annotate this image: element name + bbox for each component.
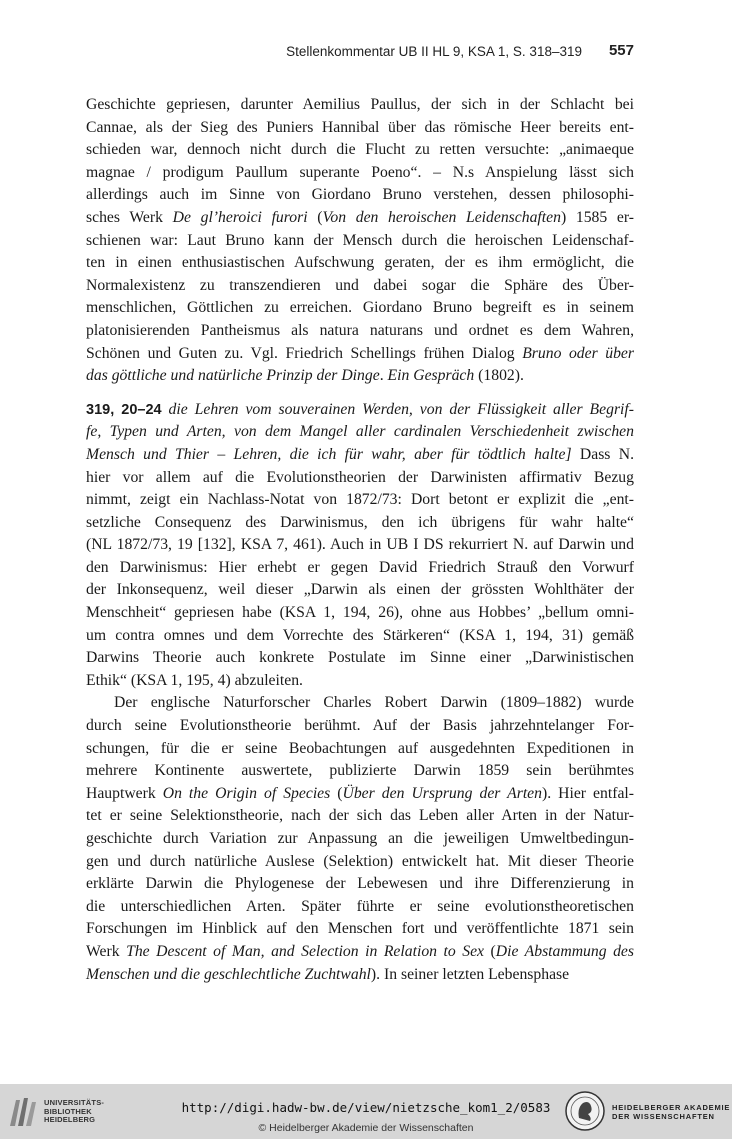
text-run: Dass N. — [571, 445, 634, 463]
text-line — [86, 783, 634, 806]
text-run: Cannae, als der Sieg des Puniers Hannibal über das römische Heer bereits ent- — [86, 118, 634, 136]
text-run: Schönen und Guten zu. Vgl. Friedrich Schellings frühen Dialog — [86, 344, 523, 362]
text-run: 319, 20–24 — [86, 401, 162, 418]
text-line — [86, 964, 634, 987]
text-line — [86, 579, 634, 602]
text-line — [86, 117, 634, 140]
text-run: Mensch und Thier – Lehren, die ich für wahr, aber für tödtlich halte] — [86, 445, 572, 463]
text-line — [86, 670, 634, 693]
text-run: Der englische Naturforscher Charles Robert Darwin (1809–1882) wurde — [114, 694, 634, 712]
text-run: platonisierenden Pantheismus als natura naturans und ordnet es dem Wahren, — [86, 321, 634, 339]
text-run: den Darwinismus: Hier erhebt er gegen David Friedrich Strauß den Vorwurf — [86, 558, 634, 576]
text-run: Ein Gespräch — [387, 367, 475, 385]
body-text — [86, 94, 634, 986]
text-line — [86, 918, 634, 941]
text-run: setzliche Consequenz des Darwinismus, den ich übrigens für wahr halte“ — [86, 513, 634, 531]
text-line — [86, 873, 634, 896]
ub-logo-line: BIBLIOTHEK — [44, 1106, 92, 1116]
hadw-logo-text — [612, 1103, 730, 1121]
text-run: On the Origin of Species — [162, 784, 331, 802]
paragraph-bruno — [86, 94, 634, 388]
text-line — [86, 365, 634, 388]
text-run: Die Abstammung des — [495, 942, 634, 960]
text-run: De gl’heroici furori — [172, 208, 308, 226]
text-run: magnae / prodigum Paullum superante Poeno“. – N.s Anspielung lässt sich — [86, 163, 634, 181]
text-line — [86, 534, 634, 557]
academy-seal-icon — [564, 1090, 606, 1132]
running-header — [86, 42, 634, 64]
text-run: erklärte Darwin die Phylogenese der Lebewesen und ihre Differenzierung in — [86, 875, 634, 893]
footer-bar — [0, 1084, 732, 1139]
text-run: . — [379, 367, 388, 385]
text-run: geschichte durch Variation zur Anpassung an die jeweiligen Umweltbedingun- — [86, 830, 634, 847]
text-run: schienen war: Laut Bruno kann der Mensch durch die heroischen Leidenschaf- — [86, 231, 634, 249]
text-run: Über den Ursprung der Arten — [342, 784, 542, 802]
text-run: mehrere Kontinente auswertete, publizierte Darwin 1859 sein berühmtes — [86, 762, 634, 780]
text-line — [86, 399, 634, 422]
text-run: schieden war, dennoch nicht durch die Flucht zu retten versuchte: „animaeque — [86, 141, 634, 159]
running-head: Stellenkommentar UB II HL 9, KSA 1, S. 318–319 — [286, 44, 582, 59]
text-run — [162, 401, 169, 418]
text-line — [86, 805, 634, 828]
text-run: Bruno oder über — [522, 344, 635, 362]
text-run: ). Hier entfal- — [541, 784, 634, 802]
text-run: (NL 1872/73, 19 [132], KSA 7, 461). Auch in UB I DS rekurriert N. auf Darwin und — [86, 536, 634, 554]
text-run: menschlichen, Göttlichen zu erreichen. Giordano Bruno begreift es in seinem — [86, 299, 634, 317]
text-run: Hauptwerk — [86, 784, 163, 802]
text-line — [86, 941, 634, 964]
text-line — [86, 230, 634, 253]
text-line — [86, 297, 634, 320]
source-url-link[interactable]: http://digi.hadw-bw.de/view/nietzsche_kom1_2/0583 — [181, 1100, 551, 1115]
hadw-logo-line: HEIDELBERGER AKADEMIE — [612, 1103, 731, 1112]
text-line — [86, 162, 634, 185]
text-run: Normalexistenz zu transzendieren und dabei sogar die Sphäre des Über- — [86, 276, 634, 294]
text-line — [86, 760, 634, 783]
text-line — [86, 647, 634, 670]
text-run: nimmt, zeigt ein Nachlass-Notat von 1872/73: Dort betont er explizit die „ent- — [86, 491, 634, 509]
text-run: ) 1585 er- — [560, 208, 635, 226]
text-run: Menschen und die geschlechtliche Zuchtwahl — [86, 965, 371, 983]
text-run: fe, Typen und Arten, von dem Mangel aller cardinalen Verschiedenheit zwischen — [86, 423, 634, 441]
text-run: Geschichte gepriesen, darunter Aemilius Paullus, der sich in der Schlacht bei — [86, 96, 634, 113]
text-line — [86, 94, 634, 117]
text-run: Von den heroischen Leidenschaften — [322, 208, 561, 226]
text-run: Menschheit“ gepriesen habe (KSA 1, 194, 26), ohne aus Hobbes’ „bellum omni- — [86, 604, 634, 622]
text-line — [86, 444, 634, 467]
text-line — [86, 207, 634, 230]
hadw-logo[interactable] — [564, 1090, 729, 1134]
text-run: Darwins Theorie auch konkrete Postulate im Sinne einer „Darwinistischen — [86, 649, 634, 667]
paragraph-darwin — [86, 692, 634, 986]
text-line — [86, 467, 634, 490]
text-run: hier vor allem auf die Evolutionstheorien der Darwinisten affirmativ Bezug — [86, 468, 634, 486]
text-run: The Descent of Man, and Selection in Relation to Sex — [126, 942, 485, 960]
text-line — [86, 557, 634, 580]
text-line — [86, 275, 634, 298]
text-run: tet er seine Selektionstheorie, nach der sich das Leben aller Arten in der Natur- — [86, 807, 634, 825]
text-run: schungen, für die er seine Beobachtungen auf ausgedehnten Expeditionen in — [86, 739, 634, 757]
text-line — [86, 421, 634, 444]
text-run: das göttliche und natürliche Prinzip der Dinge — [86, 367, 380, 385]
text-run: der Inkonsequenz, weil dieser „Darwin als einen der grössten Wohlthäter der — [86, 581, 634, 599]
text-run: um contra omnes und dem Vorrechte des Stärkeren“ (KSA 1, 194, 31) gemäß — [86, 626, 634, 644]
text-line — [86, 602, 634, 625]
text-run: die Lehren vom souverainen Werden, von der Flüssigkeit aller Begrif- — [168, 400, 634, 418]
ub-logo-line: HEIDELBERG — [44, 1115, 96, 1125]
paragraph-lemma-319-20-24 — [86, 399, 634, 693]
text-line — [86, 625, 634, 648]
text-line — [86, 252, 634, 275]
text-line — [86, 139, 634, 162]
text-run: ( — [307, 208, 323, 226]
text-line — [86, 489, 634, 512]
text-run: Werk — [86, 942, 127, 960]
text-run: durch seine Evolutionstheorie berühmt. Auf der Basis jahrzehntelanger For- — [86, 717, 634, 735]
text-line — [86, 184, 634, 207]
text-line — [86, 715, 634, 738]
text-line — [86, 343, 634, 366]
text-line — [86, 320, 634, 343]
text-run: sches Werk — [86, 208, 173, 226]
ub-logo-line: UNIVERSITÄTS- — [44, 1098, 105, 1107]
text-line — [86, 692, 634, 715]
text-run: allerdings auch im Sinne von Giordano Bruno verstehen, dessen philosophi- — [86, 186, 634, 204]
text-run: Forschungen im Hinblick auf den Menschen fort und veröffentlichte 1871 sein — [86, 920, 634, 938]
text-run: gen und durch natürliche Auslese (Selektion) entwickelt hat. Mit dieser Theorie — [86, 852, 634, 870]
text-run: die unterschiedlichen Arten. Später führte er seine evolutionstheoretischen — [86, 897, 634, 915]
text-run: (1802). — [474, 367, 524, 385]
text-line — [86, 851, 634, 874]
page-number: 557 — [608, 42, 634, 59]
text-line — [86, 896, 634, 919]
text-run: ( — [330, 784, 343, 802]
text-line — [86, 738, 634, 761]
text-run: ten in einen enthusiastischen Aufschwung geraten, der es ihm ermöglicht, die — [86, 254, 634, 272]
copyright-notice: © Heidelberger Akademie der Wissenschaften — [258, 1122, 474, 1134]
text-line — [86, 828, 634, 851]
text-run: Ethik“ (KSA 1, 195, 4) abzuleiten. — [86, 671, 303, 689]
text-run: ( — [484, 942, 496, 960]
text-run: ). In seiner letzten Lebensphase — [370, 965, 570, 983]
text-line — [86, 512, 634, 535]
hadw-logo-line: DER WISSENSCHAFTEN — [612, 1112, 715, 1121]
